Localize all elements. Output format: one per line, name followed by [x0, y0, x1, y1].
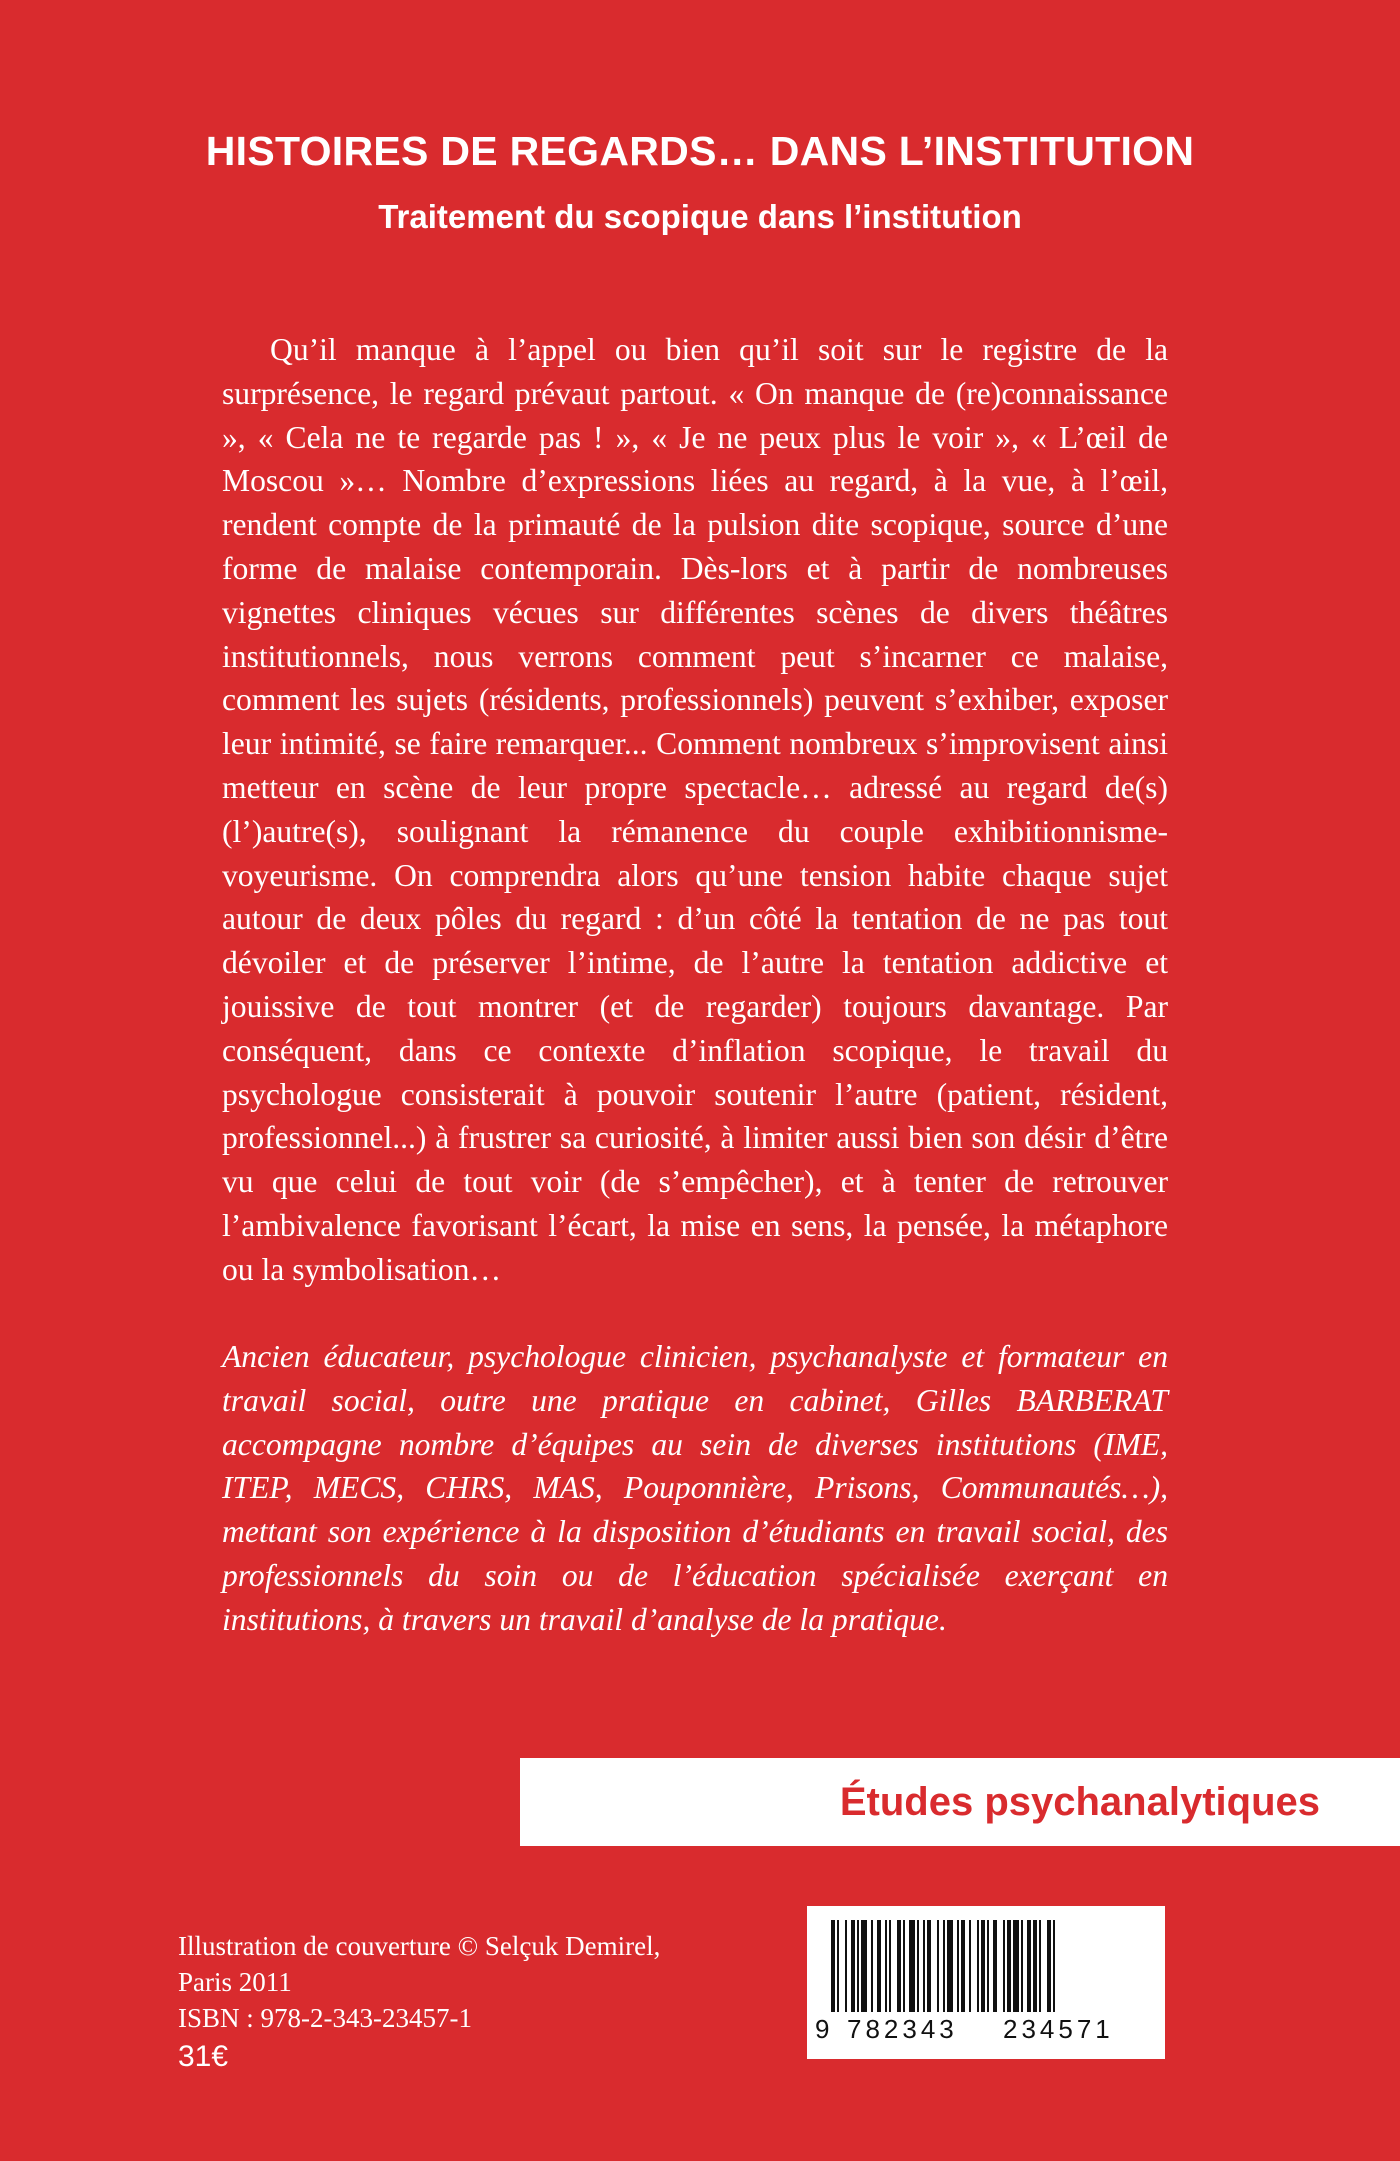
barcode-bar — [851, 1920, 855, 2012]
barcode-bar — [877, 1920, 881, 2012]
barcode-bar — [861, 1920, 867, 2012]
barcode-bar — [1047, 1920, 1051, 2012]
barcode-digits-left: 782343 — [847, 2014, 958, 2044]
barcode-bar — [897, 1920, 901, 2012]
illustration-credit-line2: Paris 2011 — [178, 1967, 292, 1997]
barcode-bar — [917, 1920, 919, 2012]
barcode-bar — [961, 1920, 965, 2012]
barcode-bar — [977, 1920, 979, 2012]
barcode — [807, 1906, 1165, 2059]
barcode-bar — [1033, 1920, 1037, 2012]
barcode-bar — [957, 1920, 959, 2012]
barcode-bar — [871, 1920, 873, 2012]
barcode-bar — [943, 1920, 945, 2012]
barcode-bar — [1013, 1920, 1019, 2012]
barcode-bar — [947, 1920, 953, 2012]
barcode-bar — [857, 1920, 859, 2012]
series-label: Études psychanalytiques — [839, 1780, 1320, 1824]
barcode-bar — [1021, 1920, 1023, 2012]
price: 31€ — [178, 2040, 229, 2073]
barcode-digit-first: 9 — [815, 2014, 830, 2044]
barcode-bar — [1039, 1920, 1041, 2012]
book-subtitle: Traitement du scopique dans l’institution — [378, 198, 1022, 235]
book-title: HISTOIRES DE REGARDS… DANS L’INSTITUTION — [205, 128, 1195, 174]
barcode-bar — [903, 1920, 905, 2012]
barcode-bar — [1007, 1920, 1011, 2012]
barcode-bar — [937, 1920, 939, 2012]
series-banner — [520, 1758, 1400, 1846]
barcode-bar — [987, 1920, 989, 2012]
barcode-bar — [1053, 1920, 1055, 2012]
barcode-bar — [1027, 1920, 1031, 2012]
barcode-bar — [889, 1920, 891, 2012]
barcode-bar — [837, 1920, 839, 2012]
barcode-bar — [927, 1920, 931, 2012]
barcode-bar — [993, 1920, 997, 2012]
barcode-bar — [885, 1920, 887, 2012]
barcode-bar — [845, 1920, 847, 2012]
barcode-bar — [831, 1920, 835, 2012]
book-summary: Qu’il manque à l’appel ou bien qu’il soit sur le registre de la surprésence, le regard prévaut partout. « On manque de (re)connaissance », « Cela ne te regarde pas ! », « Je ne peux plus le voir », « L’œil de Moscou »… Nombre d’expressions liées au regard, à la vue, à l’œil, rendent compte de la primauté de la pulsion dite scopique, source d’une forme de malaise contemporain. Dès-lors et à partir de nombreuses vignettes cliniques vécues sur différentes scènes de divers théâtres institutionnels, nous verrons comment peut s’incarner ce malaise, comment les sujets (résidents, professionnels) peuvent s’exhiber, exposer leur intimité, se faire remarquer... Comment nombreux s’improvisent ainsi metteur en scène de leur propre spectacle… adressé au regard de(s) (l’)autre(s), soulignant la rémanence du couple exhibitionnisme-voyeurisme. On comprendra alors qu’une tension habite chaque sujet autour de deux pôles du regard : d’un côté la tentation de ne pas tout dévoiler et de préserver l’intime, de l’autre la tentation addictive et jouissive de tout montrer (et de regarder) toujours davantage. Par conséquent, dans ce contexte d’inflation scopique, le travail du psychologue consisterait à pouvoir soutenir l’autre (patient, résident, professionnel...) à frustrer sa curiosité, à limiter aussi bien son désir d’être vu que celui de tout voir (de s’empêcher), et à tenter de retrouver l’ambivalence favorisant l’écart, la mise en sens, la pensée, la métaphore ou la symbolisation… — [222, 332, 1168, 1287]
author-bio: Ancien éducateur, psychologue clinicien, psychanalyste et formateur en travail social, outre une pratique en cabinet, Gilles BARBERAT accompagne nombre d’équipes au sein de diverses institutions (IME, ITEP, MECS, CHRS, MAS, Pouponnière, Prisons, Communautés…), mettant son expérience à la disposition d’étudiants en travail social, des professionnels du soin ou de l’éducation spécialisée exerçant en institutions, à travers un travail d’analyse de la pratique. — [222, 1339, 1168, 1637]
illustration-credit-line1: Illustration de couverture © Selçuk Demirel, — [178, 1931, 661, 1961]
barcode-bar — [981, 1920, 985, 2012]
barcode-bar — [909, 1920, 915, 2012]
barcode-bar — [1003, 1920, 1005, 2012]
barcode-digits-right: 234571 — [1003, 2014, 1114, 2044]
barcode-bar — [969, 1920, 971, 2012]
isbn: ISBN : 978-2-343-23457-1 — [178, 2003, 472, 2033]
barcode-bar — [923, 1920, 925, 2012]
barcode-bars — [827, 1920, 1145, 2012]
credits-block — [178, 1928, 738, 2036]
